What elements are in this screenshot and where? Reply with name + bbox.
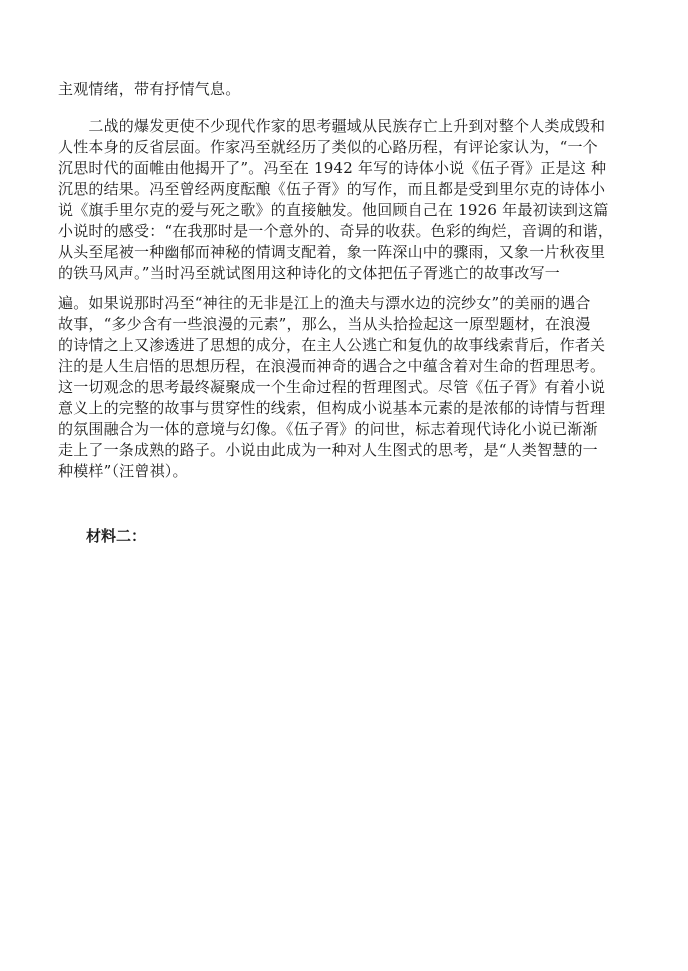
paragraph-line: 人性本身的反省层面。作家冯至就经历了类似的心路历程，有评论家认为，“一个 — [58, 138, 598, 156]
paragraph-line: 的氛围融合为一体的意境与幻像。《伍子胥》的问世，标志着现代诗化小说已渐渐 — [58, 420, 598, 438]
paragraph-line: 小说时的感受：“在我那时是一个意外的、奇异的收获。色彩的绚烂，音调的和谐， — [58, 222, 614, 240]
paragraph-line: 二战的爆发更使不少现代作家的思考疆域从民族存亡上升到对整个人类成毁和 — [58, 117, 606, 135]
paragraph-line: 注的是人生启悟的思想历程，在浪漫而神奇的遇合之中蕴含着对生命的哲理思考。 — [58, 357, 606, 375]
paragraph-line: 的诗情之上又渗透进了思想的成分，在主人公逃亡和复仇的故事线索背后，作者关 — [58, 336, 606, 354]
paragraph-line: 沉思的结果。冯至曾经两度酝酿《伍子胥》的写作，而且都是受到里尔克的诗体小 — [58, 180, 606, 198]
paragraph-line: 的铁马风声。”当时冯至就试图用这种诗化的文体把伍子胥逃亡的故事改写一 — [58, 264, 560, 282]
paragraph-line: 意义上的完整的故事与贯穿性的线索，但构成小说基本元素的是浓郁的诗情与哲理 — [58, 399, 606, 417]
paragraph-line: 这一切观念的思考最终凝聚成一个生命过程的哲理图式。尽管《伍子胥》有着小说 — [58, 378, 606, 396]
paragraph-line: 说《旗手里尔克的爱与死之歌》的直接触发。他回顾自己在 1926 年最初读到这篇 — [58, 201, 609, 219]
paragraph-line: 种模样”（汪曾祺）。 — [58, 462, 188, 480]
section-heading: 材料二： — [86, 527, 147, 545]
paragraph-line: 主观情绪，带有抒情气息。 — [58, 80, 241, 98]
paragraph-line: 从头至尾被一种幽郁而神秘的情调支配着，象一阵深山中的骤雨，又象一片秋夜里 — [58, 243, 606, 261]
paragraph-line: 故事，“多少含有一些浪漫的元素”，那么，当从头拾捡起这一原型题材，在浪漫 — [58, 315, 591, 333]
paragraph-line: 遍。如果说那时冯至“神往的无非是江上的渔夫与漂水边的浣纱女”的美丽的遇合 — [58, 294, 591, 312]
paragraph-line: 走上了一条成熟的路子。小说由此成为一种对人生图式的思考，是“人类智慧的一 — [58, 441, 598, 459]
paragraph-line: 沉思时代的面帷由他揭开了”。冯至在 1942 年写的诗体小说《伍子胥》正是这 种 — [58, 159, 607, 177]
